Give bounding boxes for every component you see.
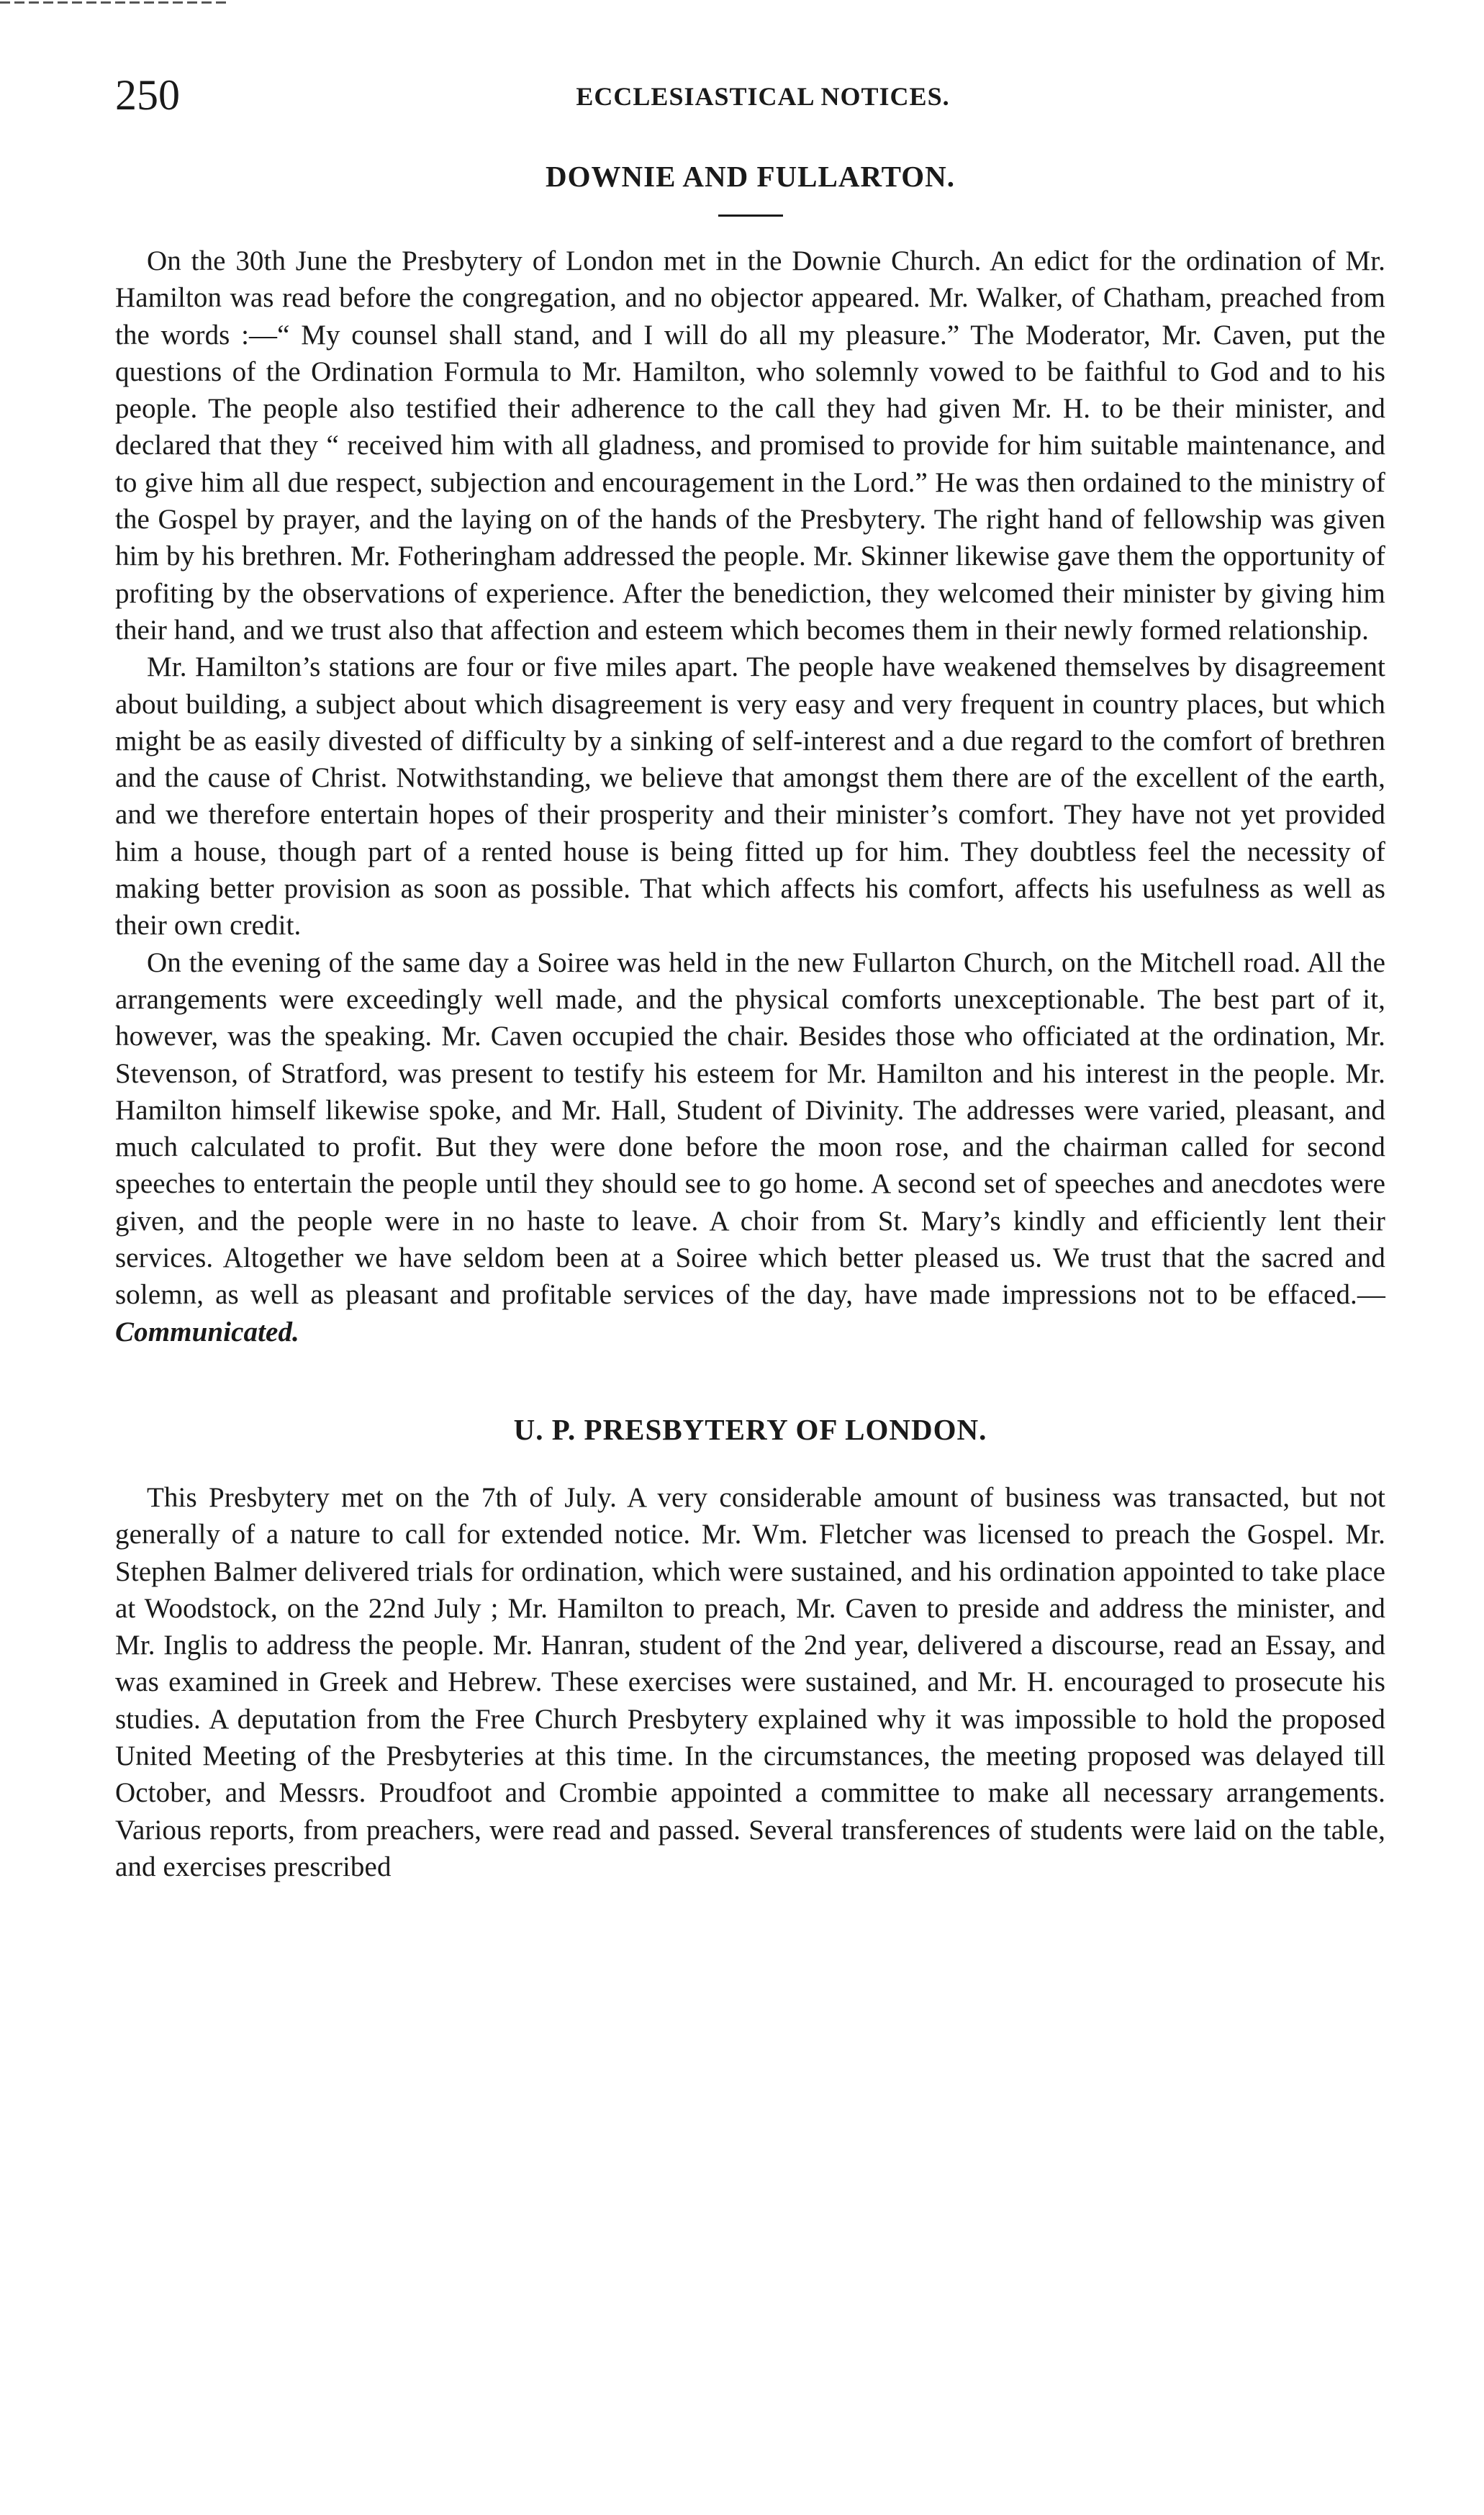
- section-title: U. P. PRESBYTERY OF LONDON.: [513, 1412, 987, 1446]
- paragraph: [115, 944, 1385, 1350]
- page-number: 250: [115, 71, 180, 119]
- page-content: [115, 151, 1385, 1885]
- section-up-presbytery-london: [115, 1404, 1385, 1885]
- title-spacer: [115, 1455, 1385, 1479]
- section-gap: [115, 1350, 1385, 1404]
- section-title: DOWNIE AND FULLARTON.: [546, 160, 955, 193]
- paragraph: Mr. Hamilton’s stations are four or five miles apart. The people have weakened themselves by disagreement about building, a subject about which disagreement is very easy and very frequent in country places, but which might be as easily divested of difficulty by a sinking of self-interest and a due regard to the comfort of brethren and the cause of Christ. Notwithstanding, we believe that amongst them there are of the excellent of the earth, and we therefore entertain hopes of their prosperity and their minister’s comfort. They have not yet provided him a house, though part of a rented house is being fitted up for him. They doubtless feel the necessity of making better provision as soon as possible. That which affects his comfort, affects his usefulness as well as their own credit.: [115, 651, 1385, 942]
- paragraph-text: On the evening of the same day a Soiree was held in the new Fullarton Church, on the Mitchell road. All the arrangements were exceedingly well made, and the physical comforts unexceptionable. The best part of it, however, was the speaking. Mr. Caven occupied the chair. Besides those who officiated at the ordination, Mr. Stevenson, of Stratford, was present to testify his esteem for Mr. Hamilton and his interest in the people. Mr. Hamilton himself likewise spoke, and Mr. Hall, Student of Divinity. The addresses were varied, pleasant, and much calculated to profit. But they were done before the moon rose, and the chairman called for second speeches to entertain the people until they should see to go home. A second set of speeches and anecdotes were given, and the people were in no haste to leave. A choir from St. Mary’s kindly and efficiently lent their services. Altogether we have seldom been at a Soiree which better pleased us. We trust that the sacred and solemn, as well as pleasant and profitable services of the day, have made impressions not to be effaced.—: [115, 947, 1385, 1311]
- section-downie-fullarton: [115, 151, 1385, 1350]
- page-header: [115, 66, 1411, 124]
- top-edge-rule: [0, 1, 230, 4]
- paragraph: On the 30th June the Presbytery of London met in the Downie Church. An edict for the ordination of Mr. Hamilton was read before the congregation, and no objector appeared. Mr. Walker, of Chatham, preached from the words :—“ My counsel shall stand, and I will do all my pleasure.” The Moderator, Mr. Caven, put the questions of the Ordination Formula to Mr. Hamilton, who solemnly vowed to be faithful to God and to his people. The people also testified their adherence to the call they had given Mr. H. to be their minister, and declared that they “ received him with all gladness, and promised to provide for him suitable maintenance, and to give him all due respect, subjection and encouragement in the Lord.” He was then ordained to the ministry of the Gospel by prayer, and the laying on of the hands of the Presbytery. The right hand of fellowship was given him by his brethren. Mr. Fotheringham addressed the people. Mr. Skinner likewise gave them the opportunity of profiting by the observations of experience. After the benediction, they welcomed their minister by giving him their hand, and we trust also that affection and esteem which becomes them in their newly formed relationship.: [115, 245, 1385, 646]
- paragraph: This Presbytery met on the 7th of July. A very considerable amount of business was transacted, but not generally of a nature to call for extended notice. Mr. Wm. Fletcher was licensed to preach the Gospel. Mr. Stephen Balmer delivered trials for ordination, which were sustained, and his ordination appointed to take place at Woodstock, on the 22nd July ; Mr. Hamilton to preach, Mr. Caven to preside and address the minister, and Mr. Inglis to address the people. Mr. Hanran, student of the 2nd year, delivered a discourse, read an Essay, and was examined in Greek and Hebrew. These exercises were sustained, and Mr. H. encouraged to prosecute his studies. A deputation from the Free Church Presbytery explained why it was impossible to hold the proposed United Meeting of the Presbyteries at this time. In the circumstances, the meeting proposed was delayed till October, and Messrs. Proudfoot and Crombie appointed a committee to make all necessary arrangements. Various reports, from preachers, were read and passed. Several transferences of students were laid on the table, and exercises prescribed: [115, 1481, 1385, 1882]
- signature: Communicated.: [115, 1316, 299, 1347]
- running-head: ECCLESIASTICAL NOTICES.: [576, 82, 950, 111]
- title-divider: [718, 215, 783, 217]
